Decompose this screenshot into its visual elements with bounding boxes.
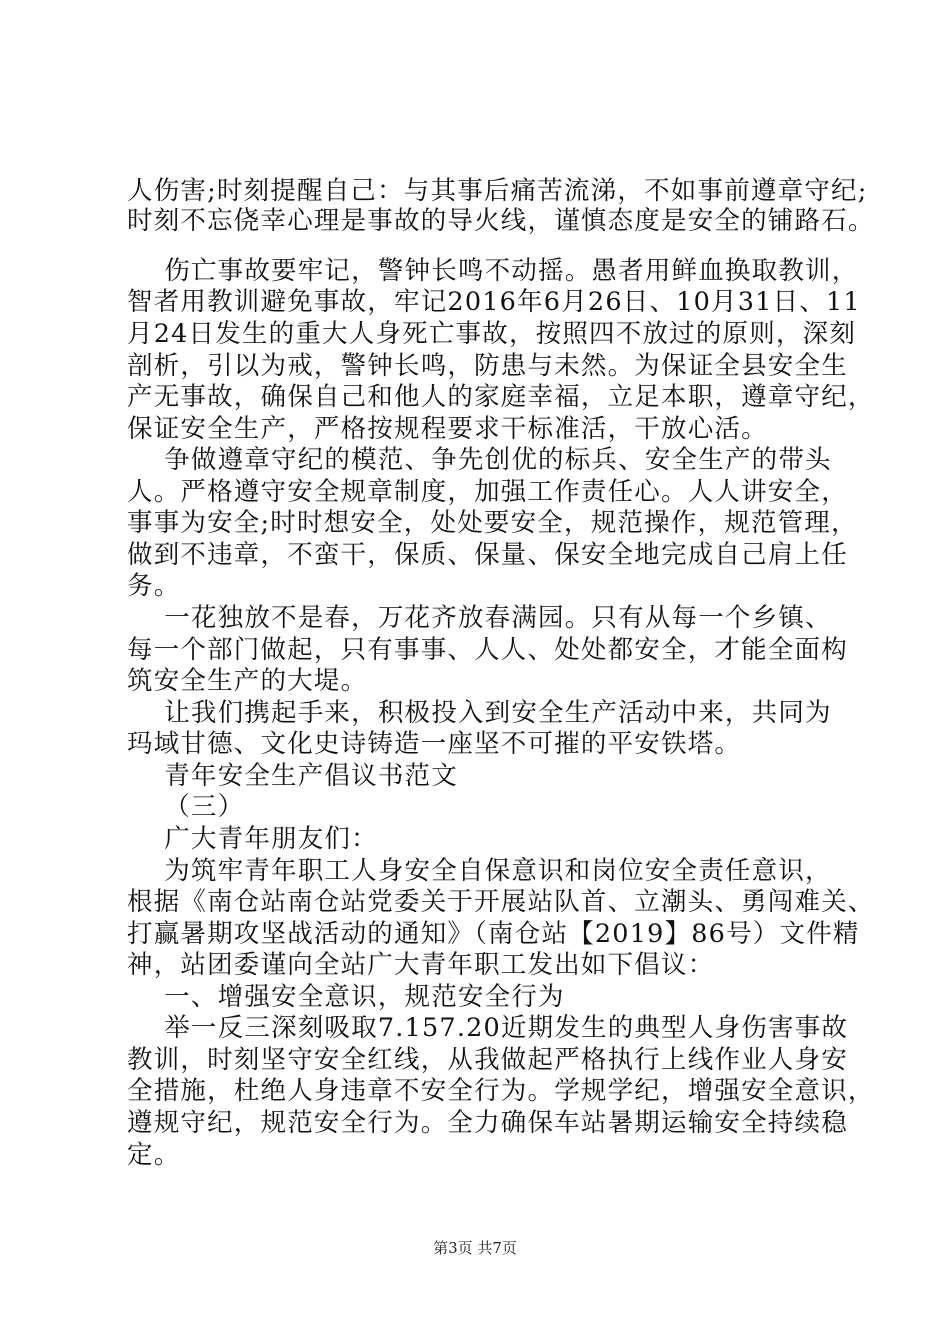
- text-line: 遵规守纪，规范安全行为。全力确保车站暑期运输安全持续稳: [127, 1108, 848, 1138]
- text-line: 月24日发生的重大人身死亡事故，按照四不放过的原则，深刻: [127, 319, 857, 349]
- text-line: 一花独放不是春，万花齐放春满园。只有从每一个乡镇、: [127, 603, 832, 633]
- text-line: 举一反三深刻吸取7.157.20近期发生的典型人身伤害事故: [127, 1013, 849, 1043]
- text-line: 产无事故，确保自己和他人的家庭幸福，立足本职，遵章守纪，: [127, 382, 875, 412]
- text-line: 做到不违章，不蛮干，保质、保量、保安全地完成自己肩上任: [127, 540, 848, 570]
- text-line: 让我们携起手来，积极投入到安全生产活动中来，共同为: [127, 698, 832, 728]
- text-line: 争做遵章守纪的模范、争先创优的标兵、安全生产的带头: [127, 445, 832, 475]
- text-line: 保证安全生产，严格按规程要求干标准活，干放心活。: [127, 414, 768, 444]
- section-heading: 青年安全生产倡议书范文: [127, 761, 458, 791]
- section-number: （三）: [127, 792, 245, 822]
- text-line: 每一个部门做起，只有事事、人人、处处都安全，才能全面构: [127, 635, 848, 665]
- text-line: 为筑牢青年职工人身安全自保意识和岗位安全责任意识，: [127, 856, 832, 886]
- text-line: 根据《南仓站南仓站党委关于开展站队首、立潮头、勇闯难关、: [127, 887, 875, 917]
- subheading: 一、增强安全意识，规范安全行为: [127, 982, 565, 1012]
- text-line: 全措施，杜绝人身违章不安全行为。学规学纪，增强安全意识，: [127, 1076, 875, 1106]
- text-line: 伤亡事故要牢记，警钟长鸣不动摇。愚者用鲜血换取教训，: [127, 256, 859, 286]
- text-line: 神，站团委谨向全站广大青年职工发出如下倡议：: [127, 950, 715, 980]
- text-line: 玛域甘德、文化史诗铸造一座坚不可摧的平安铁塔。: [127, 729, 742, 759]
- text-line: 剖析，引以为戒，警钟长鸣，防患与未然。为保证全县安全生: [127, 351, 848, 381]
- text-line: 事事为安全;时时想安全，处处要安全，规范操作，规范管理，: [127, 508, 858, 538]
- text-line: 务。: [127, 571, 181, 601]
- text-line: 时刻不忘侥幸心理是事故的导火线，谨慎态度是安全的铺路石。: [127, 206, 875, 236]
- text-line: 定。: [127, 1140, 181, 1170]
- text-line: 打赢暑期攻坚战活动的通知》（南仓站【2019】86号）文件精: [127, 919, 860, 949]
- page-footer: 第3页 共7页: [433, 1239, 517, 1257]
- salutation: 广大青年朋友们：: [127, 824, 378, 854]
- text-line: 智者用教训避免事故，牢记2016年6月26日、10月31日、11: [127, 287, 861, 317]
- text-line: 人。严格遵守安全规章制度，加强工作责任心。人人讲安全，: [127, 477, 848, 507]
- text-line: 人伤害;时刻提醒自己：与其事后痛苦流涕，不如事前遵章守纪;: [127, 176, 868, 206]
- text-line: 教训，时刻坚守安全红线，从我做起严格执行上线作业人身安: [127, 1045, 848, 1075]
- text-line: 筑安全生产的大堤。: [127, 666, 368, 696]
